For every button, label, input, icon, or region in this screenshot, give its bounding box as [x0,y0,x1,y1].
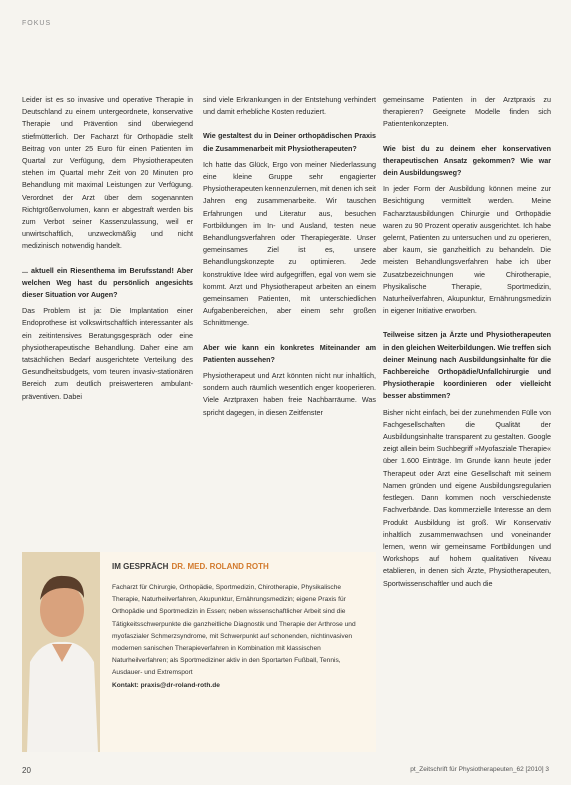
portrait-photo [22,552,100,752]
interview-label: IM GESPRÄCH [112,562,169,571]
portrait-illustration [22,552,100,752]
interviewee-bio [112,582,370,692]
publication-footer: pt_Zeitschrift für Physiotherapeuten_62 [2010] 3 [410,766,549,773]
interview-question: Aber wie kann ein konkretes Miteinander am Patienten aussehen? [203,342,376,364]
interview-heading [112,562,372,571]
column-2 [203,94,376,431]
interview-question: Wie bist du zu deinem eher konservativen therapeutischen Ansatz gekommen? Wie war dein Ausbildungsweg? [383,143,551,178]
paragraph: Physiotherapeut und Arzt könnten nicht nur inhaltlich, sondern auch räumlich wesentlich enger kooperieren. Viele Arztpraxen haben freie Nachbarräume. Was spricht dagegen, in diesen Zeitfenster [203,371,376,417]
interviewee-name: DR. MED. ROLAND ROTH [171,562,269,571]
page-number: 20 [22,766,31,775]
interview-question: Teilweise sitzen ja Ärzte und Physiotherapeuten in den gleichen Weiterbildungen. Wie treffen sich deiner Meinung nach Ausbildungsinhalte für die Fachbereiche Orthopädie/Unfallchirurgie und Physiotherapie koordinieren oder vielleicht besser abstimmen? [383,330,551,401]
paragraph: Leider ist es so invasive und operative Therapie in Deutschland zu einem untergeordnete, konservative Therapie und Prävention sind überwiegend stiefmütterlich. Der Facharzt für Orthopädie stellt Beitrag von unter 25 Euro für einen Patienten im Quartal zur Verfügung, dem Physiotherapeuten stehen im Quartal mehr Zeit von 20 Minuten pro Behandlung mit maximal Leistungen zur Verfügung. Verordnet der Arzt über dem sogenannten Richtgrößenvolumen, kann er abgestraft werden bis zum Verbot seiner Kassenzulassung, weil er unwirtschaftlich, unzweckmäßig und nicht medizinisch notwendig handelt. [22,95,193,251]
paragraph: Ich hatte das Glück, Ergo von meiner Niederlassung eine kleine Gruppe sehr engagierter Physiotherapeuten kennenzulernen, mit denen ich seit Jahren eng zusammenarbeite. Wir tauschen Erfahrungen und Literatur aus, besuchen Fortbildungen im In- und Ausland, testen neue Behandlungsverfahren oder Therapiegeräte. Unser gemeinsames Ziel ist es, unsere Behandlungskonzepte zu optimieren. Jede konstruktive Idee wird aufgegriffen, egal von wem sie kommt. Arzt und Physiotherapeut arbeiten an einem gemeinsamen Patienten, mit unterschiedlichen Aufgabenbereichen, aber einem sehr großen Schnittmenge. [203,159,377,328]
paragraph: gemeinsame Patienten in der Arztpraxis zu therapieren? Geeignete Modelle finden sich Patientenkonzepten. [383,95,551,129]
bio-text: Facharzt für Chirurgie, Orthopädie, Sportmedizin, Chirotherapie, Physikalische Therapie, Naturheilverfahren, Akupunktur, Ernährungsmedizin; eigene Praxis für Orthopädie und Sportmedizin in Essen; neben wissenschaftlicher Arbeit sind die Tätigkeitsschwerpunkte die ganzheitliche Diagnostik und Therapie der Arthrose und myofaszialer Schmerzsyndrome, mit Schwerpunkt auf schonenden, nichtinvasiven modernen sanischen Therapieverfahren in Kombination mit klassischen Naturheilverfahren; als Sportmediziner aktiv in den Sportarten Fußball, Tennis, Ausdauer- und Extremsport [112,584,356,677]
paragraph: sind viele Erkrankungen in der Entstehung verhindert und damit erhebliche Kosten reduziert. [203,95,376,117]
section-label: FOKUS [22,20,52,27]
paragraph: Bisher nicht einfach, bei der zunehmenden Fülle von Fachgesellschaften die Qualität der Ausbildungsinhalte transparent zu gestalten. Google zeigt allein beim Suchbegriff »Myofasziale Therapie« über 1.600 Einträge. Im Grunde kann heute jeder Therapeut oder Arzt eine Gesellschaft mit seinem Namen gründen und eigene Ausbildungsregularien festlegen. Dann kommen noch verschiedenste Fachverbände. Das kommerzielle Interesse an dem Produkt Ausbildung ist groß. Wir Konservativ inhaltlich zusammenwachsen und voneinander lernen, wenn wir gemeinsame Fortbildungen und Workshops auf hohem qualitativen Niveau etablieren, in denen sich Ärzte, Physiotherapeuten, Sportwissenschaftler und auch die [383,407,551,588]
paragraph: Das Problem ist ja: Die Implantation einer Endoprothese ist volkswirtschaftlich interessanter als ein zeitintensives Beratungsgespräch oder eine physiotherapeutische Behandlung. Daher eine am tatsächlichen Bedarf ausgerichtete Verteilung des Gesundheitsbudgets, vom teuren invasiv-stationären Bereich zum deutlich preiswerteren ambulant-präventiven. Dabei [22,306,193,401]
column-1 [22,94,193,415]
paragraph: In jeder Form der Ausbildung können meine zur Besichtigung vermittelt werden. Meine Facharztausbildungen Chirurgie und Orthopädie waren zu 90 Prozent operativ ausgerichtet. Ich habe gelernt, Patienten zu untersuchen und zu operieren, aber kaum, sie ganzheitlich zu behandeln. Die meisten Behandlungsverfahren habe ich über Zusatzbezeichnungen wie Chirotherapie, Physikalische Therapie, Sportmedizin, Naturheilverfahren, Akupunktur, Ernährungsmedizin in eigener Initiative erworben. [383,184,551,316]
column-3 [383,94,551,602]
interview-box [22,552,376,752]
interview-question: Wie gestaltest du in Deiner orthopädischen Praxis die Zusammenarbeit mit Physiotherapeuten? [203,131,376,153]
contact-line: Kontakt: praxis@dr-roland-roth.de [112,681,220,689]
interview-question: ... aktuell ein Riesenthema im Berufsstand! Aber welchen Weg hast du persönlich angesichts dieser Situation vor Augen? [22,265,193,300]
